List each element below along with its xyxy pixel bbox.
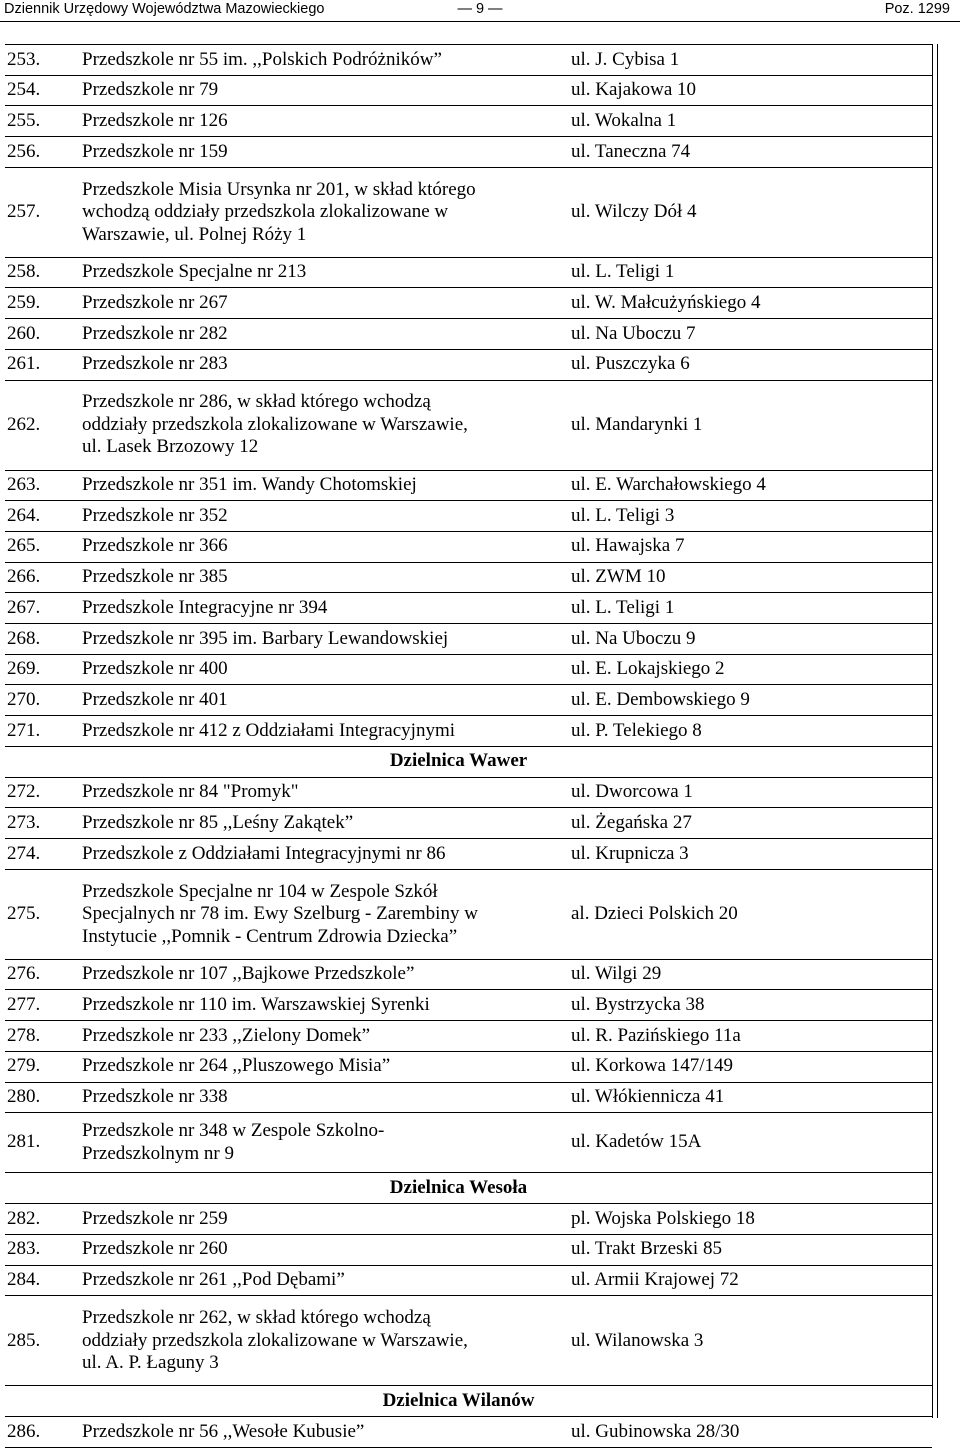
kindergarten-address: ul. Korkowa 147/149 xyxy=(571,1051,932,1082)
kindergarten-address: ul. Krupnicza 3 xyxy=(571,839,932,870)
name-line: ul. A. P. Łaguny 3 xyxy=(82,1352,219,1373)
name-line: Przedszkole nr 412 z Oddziałami Integracyjnymi xyxy=(82,719,456,741)
name-line: Przedszkole nr 401 xyxy=(82,688,228,710)
district-heading-row xyxy=(5,1386,932,1417)
kindergarten-address: ul. J. Cybisa 1 xyxy=(571,45,932,75)
table-row xyxy=(5,685,932,716)
kindergarten-address: ul. W. Małcużyńskiego 4 xyxy=(571,288,932,319)
name-line: Warszawie, ul. Polnej Róży 1 xyxy=(82,223,307,245)
kindergarten-name xyxy=(82,501,571,532)
entry-number: 271. xyxy=(5,716,82,747)
kindergarten-address: ul. Wilanowska 3 xyxy=(571,1296,932,1386)
kindergarten-name xyxy=(82,167,571,257)
entry-number: 283. xyxy=(5,1234,82,1265)
name-line: Przedszkole nr 267 xyxy=(82,292,228,314)
kindergarten-name xyxy=(82,1113,571,1173)
name-line: Przedszkole nr 233 ,,Zielony Domek” xyxy=(82,1024,371,1046)
table-row xyxy=(5,380,932,470)
kindergarten-name xyxy=(82,1296,571,1386)
kindergarten-name xyxy=(82,1204,571,1235)
kindergarten-name xyxy=(82,1417,571,1448)
kindergarten-address: ul. Trakt Brzeski 85 xyxy=(571,1234,932,1265)
entry-number: 263. xyxy=(5,470,82,501)
kindergarten-address: ul. Taneczna 74 xyxy=(571,137,932,168)
kindergarten-address: ul. L. Teligi 1 xyxy=(571,257,932,288)
kindergarten-name xyxy=(82,257,571,288)
entry-number: 270. xyxy=(5,685,82,716)
table-border-rail xyxy=(937,44,938,1418)
table-row xyxy=(5,45,932,75)
district-heading xyxy=(5,1173,932,1204)
kindergarten-address: ul. ZWM 10 xyxy=(571,562,932,593)
kindergarten-address: ul. Wokalna 1 xyxy=(571,106,932,137)
table-row xyxy=(5,1234,932,1265)
name-line: Przedszkolnym nr 9 xyxy=(82,1142,234,1164)
table-row xyxy=(5,1021,932,1052)
entry-number: 268. xyxy=(5,623,82,654)
kindergarten-name xyxy=(82,137,571,168)
district-heading xyxy=(5,1386,932,1417)
name-line: Przedszkole nr 283 xyxy=(82,353,228,375)
kindergarten-table xyxy=(5,44,932,1448)
table-row xyxy=(5,1296,932,1386)
kindergarten-address: ul. Mandarynki 1 xyxy=(571,380,932,470)
entry-number: 286. xyxy=(5,1417,82,1448)
table-row xyxy=(5,1082,932,1113)
name-line: Przedszkole nr 261 ,,Pod Dębami” xyxy=(82,1269,345,1291)
district-heading xyxy=(5,746,932,777)
name-line: Przedszkole nr 400 xyxy=(82,658,228,680)
kindergarten-name xyxy=(82,839,571,870)
table-row xyxy=(5,1113,932,1173)
table-row xyxy=(5,167,932,257)
kindergarten-address: pl. Wojska Polskiego 18 xyxy=(571,1204,932,1235)
kindergarten-name xyxy=(82,716,571,747)
table-row xyxy=(5,501,932,532)
kindergarten-address: ul. R. Pazińskiego 11a xyxy=(571,1021,932,1052)
name-line: Przedszkole nr 56 ,,Wesołe Kubusie” xyxy=(82,1420,365,1442)
name-line: Specjalnych nr 78 im. Ewy Szelburg - Zarembiny w xyxy=(82,903,478,924)
table-row xyxy=(5,288,932,319)
table-row xyxy=(5,1051,932,1082)
table-row xyxy=(5,257,932,288)
name-line: Przedszkole Specjalne nr 213 xyxy=(82,261,307,283)
entry-number: 256. xyxy=(5,137,82,168)
kindergarten-address: ul. Gubinowska 28/30 xyxy=(571,1417,932,1448)
entry-number: 281. xyxy=(5,1113,82,1173)
kindergarten-address: ul. E. Dembowskiego 9 xyxy=(571,685,932,716)
kindergarten-name xyxy=(82,106,571,137)
entry-number: 285. xyxy=(5,1296,82,1386)
name-line: Przedszkole nr 85 ,,Leśny Zakątek” xyxy=(82,811,354,833)
kindergarten-address: ul. Hawajska 7 xyxy=(571,531,932,562)
kindergarten-name xyxy=(82,808,571,839)
name-line: Przedszkole Integracyjne nr 394 xyxy=(82,596,328,618)
kindergarten-address: ul. L. Teligi 1 xyxy=(571,593,932,624)
entry-number: 262. xyxy=(5,380,82,470)
table-row xyxy=(5,319,932,350)
name-line: Przedszkole nr 352 xyxy=(82,504,228,526)
position-number: Poz. 1299 xyxy=(884,1,950,17)
entry-number: 266. xyxy=(5,562,82,593)
entry-number: 267. xyxy=(5,593,82,624)
kindergarten-name xyxy=(82,623,571,654)
kindergarten-address: ul. Na Uboczu 7 xyxy=(571,319,932,350)
table-row xyxy=(5,869,932,959)
table-row xyxy=(5,562,932,593)
table-row xyxy=(5,593,932,624)
kindergarten-name xyxy=(82,777,571,808)
kindergarten-name xyxy=(82,1051,571,1082)
name-line: Przedszkole nr 348 w Zespole Szkolno- xyxy=(82,1120,385,1142)
entry-number: 278. xyxy=(5,1021,82,1052)
kindergarten-address: ul. L. Teligi 3 xyxy=(571,501,932,532)
table-row xyxy=(5,1265,932,1296)
name-line: Przedszkole nr 338 xyxy=(82,1086,228,1108)
entry-number: 273. xyxy=(5,808,82,839)
name-line: Przedszkole nr 107 ,,Bajkowe Przedszkole” xyxy=(82,963,415,985)
kindergarten-name xyxy=(82,654,571,685)
name-line: Przedszkole nr 79 xyxy=(82,79,219,101)
district-label: Dzielnica Wawer xyxy=(389,750,528,772)
name-line: Przedszkole nr 262, w skład którego wchodzą xyxy=(82,1307,431,1328)
kindergarten-name xyxy=(82,959,571,990)
entry-number: 259. xyxy=(5,288,82,319)
table-row xyxy=(5,531,932,562)
entry-number: 258. xyxy=(5,257,82,288)
entry-number: 260. xyxy=(5,319,82,350)
district-label: Dzielnica Wesoła xyxy=(389,1176,528,1198)
table-row xyxy=(5,716,932,747)
kindergarten-address: ul. Włókiennicza 41 xyxy=(571,1082,932,1113)
entry-number: 261. xyxy=(5,349,82,380)
entry-number: 269. xyxy=(5,654,82,685)
kindergarten-address: ul. E. Warchałowskiego 4 xyxy=(571,470,932,501)
table-row xyxy=(5,623,932,654)
kindergarten-address: ul. Kajakowa 10 xyxy=(571,75,932,106)
kindergarten-name xyxy=(82,319,571,350)
name-line: Przedszkole nr 260 xyxy=(82,1238,228,1260)
name-line: Przedszkole nr 351 im. Wandy Chotomskiej xyxy=(82,474,417,496)
name-line: wchodzą oddziały przedszkola zlokalizowane w xyxy=(82,201,449,222)
kindergarten-address: ul. Żegańska 27 xyxy=(571,808,932,839)
entry-number: 277. xyxy=(5,990,82,1021)
page-header xyxy=(0,0,960,22)
table-row xyxy=(5,654,932,685)
entry-number: 284. xyxy=(5,1265,82,1296)
entry-number: 276. xyxy=(5,959,82,990)
kindergarten-address: ul. Armii Krajowej 72 xyxy=(571,1265,932,1296)
name-line: Przedszkole nr 395 im. Barbary Lewandowskiej xyxy=(82,627,449,649)
kindergarten-address: ul. Dworcowa 1 xyxy=(571,777,932,808)
table-row xyxy=(5,470,932,501)
table-row xyxy=(5,808,932,839)
table-row xyxy=(5,1204,932,1235)
name-line: Instytucie ,,Pomnik - Centrum Zdrowia Dziecka” xyxy=(82,925,458,947)
name-line: Przedszkole nr 259 xyxy=(82,1207,228,1229)
name-line: Przedszkole z Oddziałami Integracyjnymi nr 86 xyxy=(82,842,446,864)
name-line: Przedszkole nr 55 im. ,,Polskich Podróżników” xyxy=(82,48,442,70)
district-heading-row xyxy=(5,746,932,777)
name-line: Przedszkole nr 159 xyxy=(82,140,228,162)
kindergarten-address: al. Dzieci Polskich 20 xyxy=(571,869,932,959)
entry-number: 275. xyxy=(5,869,82,959)
entry-number: 282. xyxy=(5,1204,82,1235)
kindergarten-name xyxy=(82,288,571,319)
kindergarten-address: ul. Wilgi 29 xyxy=(571,959,932,990)
name-line: Przedszkole nr 264 ,,Pluszowego Misia” xyxy=(82,1055,391,1077)
district-label: Dzielnica Wilanów xyxy=(382,1390,535,1411)
table-row xyxy=(5,75,932,106)
name-line: Przedszkole nr 385 xyxy=(82,566,228,588)
table-row xyxy=(5,777,932,808)
entry-number: 253. xyxy=(5,45,82,75)
page-number: — 9 — xyxy=(457,1,503,17)
entry-number: 272. xyxy=(5,777,82,808)
table-border-rail xyxy=(932,44,933,1418)
name-line: Przedszkole Specjalne nr 104 w Zespole Szkół xyxy=(82,880,438,902)
kindergarten-name xyxy=(82,562,571,593)
table-row xyxy=(5,959,932,990)
table-row xyxy=(5,990,932,1021)
kindergarten-name xyxy=(82,1265,571,1296)
entry-number: 274. xyxy=(5,839,82,870)
kindergarten-address: ul. Bystrzycka 38 xyxy=(571,990,932,1021)
kindergarten-address: ul. E. Lokajskiego 2 xyxy=(571,654,932,685)
entry-number: 265. xyxy=(5,531,82,562)
kindergarten-name xyxy=(82,470,571,501)
table-row xyxy=(5,137,932,168)
kindergarten-name xyxy=(82,349,571,380)
name-line: Przedszkole nr 282 xyxy=(82,322,228,344)
name-line: oddziały przedszkola zlokalizowane w Warszawie, xyxy=(82,1329,468,1351)
kindergarten-name xyxy=(82,1021,571,1052)
table-body xyxy=(5,45,932,1447)
entry-number: 264. xyxy=(5,501,82,532)
entry-number: 255. xyxy=(5,106,82,137)
kindergarten-name xyxy=(82,593,571,624)
table-row xyxy=(5,1417,932,1448)
name-line: Przedszkole nr 110 im. Warszawskiej Syrenki xyxy=(82,994,430,1016)
kindergarten-name xyxy=(82,685,571,716)
table-row xyxy=(5,839,932,870)
kindergarten-address: ul. Wilczy Dół 4 xyxy=(571,167,932,257)
kindergarten-name xyxy=(82,1082,571,1113)
entry-number: 279. xyxy=(5,1051,82,1082)
entry-number: 257. xyxy=(5,167,82,257)
table-row xyxy=(5,349,932,380)
name-line: Przedszkole nr 286, w skład którego wchodzą xyxy=(82,391,431,413)
kindergarten-name xyxy=(82,380,571,470)
table-row xyxy=(5,106,932,137)
kindergarten-name xyxy=(82,75,571,106)
kindergarten-address: ul. Kadetów 15A xyxy=(571,1113,932,1173)
name-line: oddziały przedszkola zlokalizowane w Warszawie, xyxy=(82,413,468,435)
name-line: Przedszkole Misia Ursynka nr 201, w skład którego xyxy=(82,178,476,200)
name-line: Przedszkole nr 366 xyxy=(82,535,228,557)
kindergarten-address: ul. Puszczyka 6 xyxy=(571,349,932,380)
district-heading-row xyxy=(5,1173,932,1204)
name-line: ul. Lasek Brzozowy 12 xyxy=(82,436,259,458)
journal-title: Dziennik Urzędowy Województwa Mazowieckiego xyxy=(4,1,325,17)
kindergarten-address: ul. P. Telekiego 8 xyxy=(571,716,932,747)
entry-number: 254. xyxy=(5,75,82,106)
kindergarten-name xyxy=(82,531,571,562)
kindergarten-name xyxy=(82,990,571,1021)
kindergarten-name xyxy=(82,869,571,959)
entry-number: 280. xyxy=(5,1082,82,1113)
name-line: Przedszkole nr 126 xyxy=(82,109,228,131)
kindergarten-address: ul. Na Uboczu 9 xyxy=(571,623,932,654)
kindergarten-name xyxy=(82,1234,571,1265)
name-line: Przedszkole nr 84 "Promyk" xyxy=(82,781,299,803)
kindergarten-name xyxy=(82,45,571,75)
